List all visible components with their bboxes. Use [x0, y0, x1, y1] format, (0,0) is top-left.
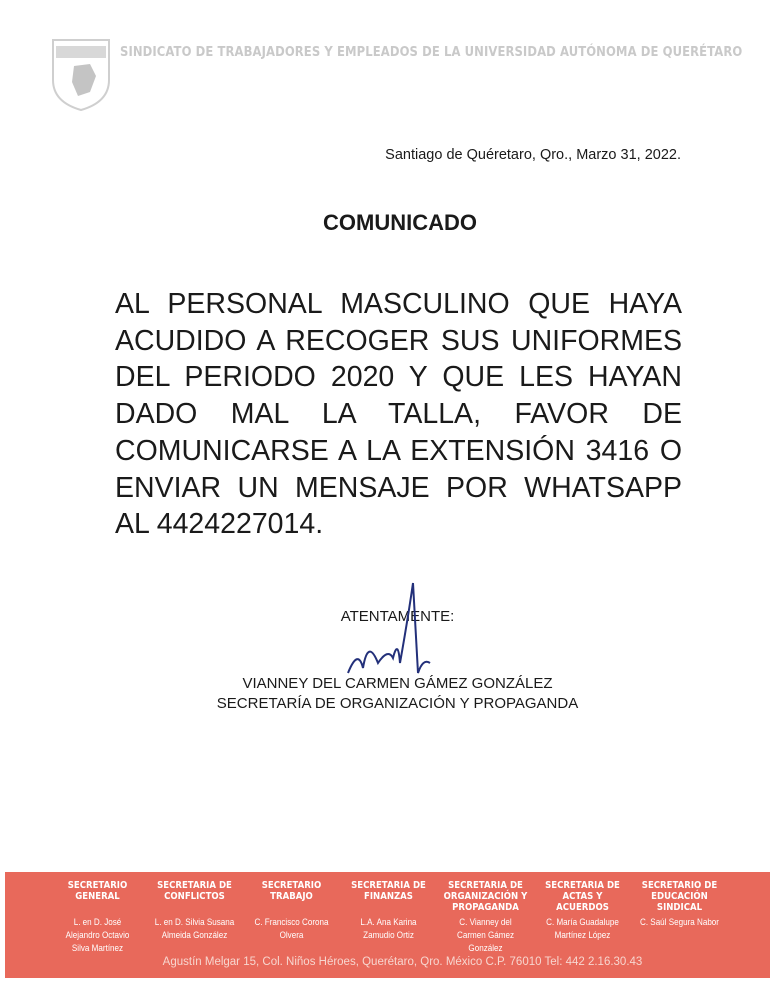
footer-directory: [5, 872, 770, 978]
document-date: Santiago de Quéretaro, Qro., Marzo 31, 2022.: [385, 147, 681, 163]
member-title: SECRETARIA DE CONFLICTOS: [157, 880, 232, 902]
member-title: SECRETARIO DE EDUCACIÓN SINDICAL: [641, 880, 718, 913]
member-name: C. Vianney del Carmen Gámez González: [456, 917, 515, 954]
member-title: SECRETARIO GENERAL: [67, 880, 128, 902]
member-name: C. María Guadalupe Martínez López: [546, 917, 619, 941]
union-logo-icon: [50, 36, 112, 112]
member-0: [49, 872, 146, 955]
signature-icon: [338, 578, 438, 688]
member-title: SECRETARIA DE ACTAS Y ACUERDOS: [545, 880, 620, 913]
member-3: [340, 872, 437, 955]
member-name: L.A. Ana Karina Zamudio Ortiz: [360, 917, 417, 941]
member-title: SECRETARIA DE ORGANIZACIÓN Y PROPAGANDA: [443, 880, 528, 913]
closing-salutation: ATENTAMENTE:: [340, 608, 455, 625]
member-title: SECRETARIO TRABAJO: [261, 880, 322, 902]
organization-name: SINDICATO DE TRABAJADORES Y EMPLEADOS DE LA UNIVERSIDAD AUTÓNOMA DE QUERÉTARO: [120, 44, 743, 60]
member-name: L. en D. Silvia Susana Almeida González: [154, 917, 235, 941]
member-5: [534, 872, 631, 955]
member-1: [146, 872, 243, 955]
member-2: [243, 872, 340, 955]
member-title: SECRETARIA DE FINANZAS: [351, 880, 426, 902]
signatory-position: SECRETARÍA DE ORGANIZACIÓN Y PROPAGANDA: [216, 695, 579, 712]
member-6: [631, 872, 728, 955]
member-name: L. en D. José Alejandro Octavio Silva Martínez: [65, 917, 130, 954]
member-name: C. Francisco Corona Olvera: [254, 917, 329, 941]
member-4: [437, 872, 534, 955]
member-name: C. Saúl Segura Nabor: [639, 917, 719, 928]
announcement-body: AL PERSONAL MASCULINO QUE HAYA ACUDIDO A RECOGER SUS UNIFORMES DEL PERIODO 2020 Y QUE LES HAYAN DADO MAL LA TALLA, FAVOR DE COMUNICARSE A LA EXTENSIÓN 3416 O ENVIAR UN MENSAJE POR WHATSAPP AL 4424227014.: [115, 288, 682, 541]
footer-address: Agustín Melgar 15, Col. Niños Héroes, Querétaro, Qro. México C.P. 76010 Tel: 442 2.16.30.43: [162, 956, 643, 968]
document-title: COMUNICADO: [323, 210, 477, 235]
signatory-name: VIANNEY DEL CARMEN GÁMEZ GONZÁLEZ: [242, 675, 553, 692]
